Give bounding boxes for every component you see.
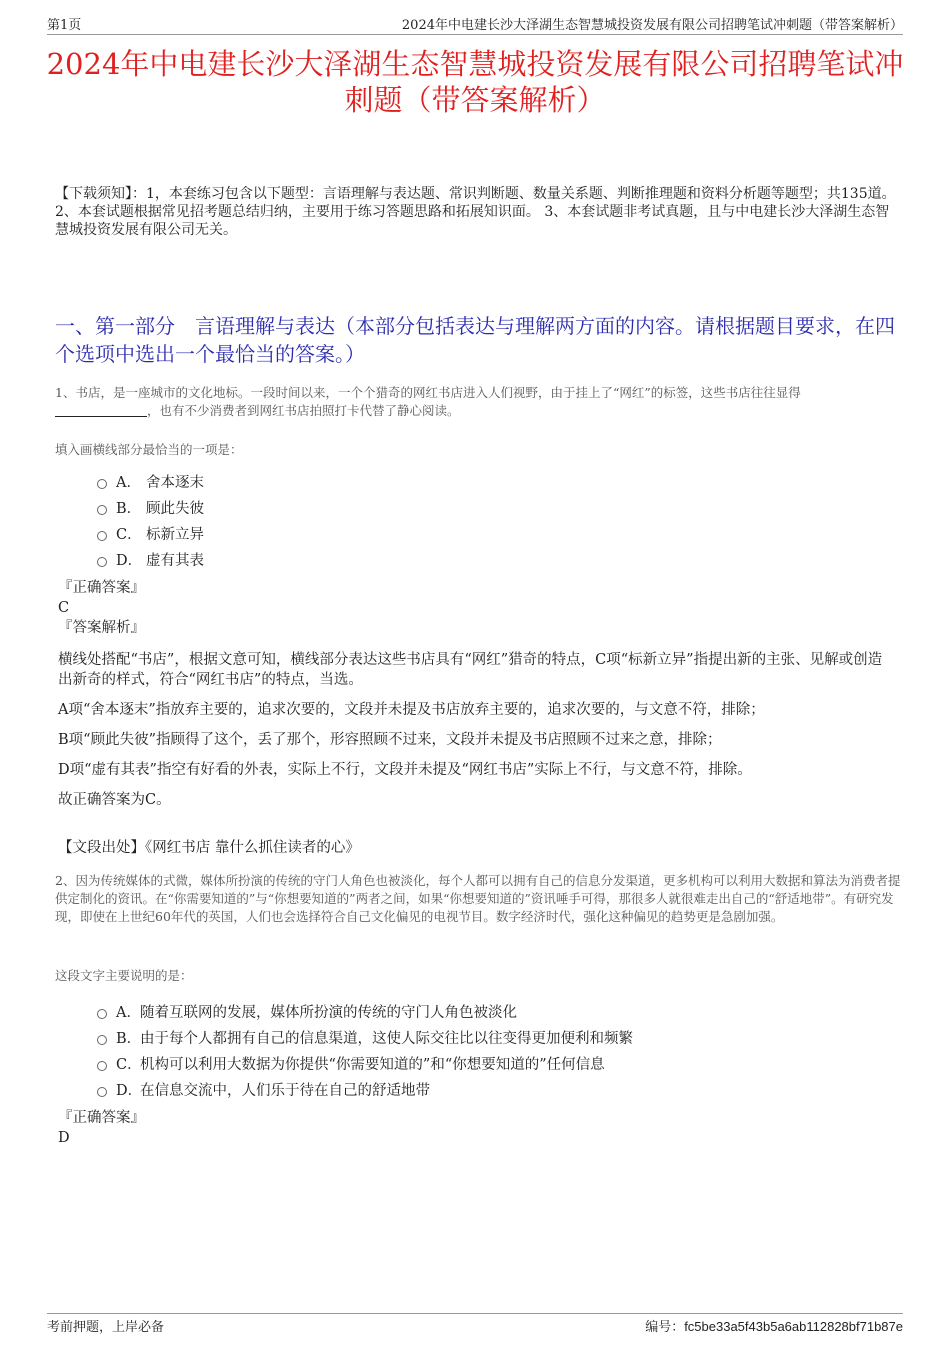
radio-icon[interactable] [97, 557, 107, 567]
radio-icon[interactable] [97, 1035, 107, 1045]
question-1-options [97, 468, 204, 572]
page-header [47, 14, 903, 35]
answer-value: C [58, 600, 70, 616]
question-1-text [55, 384, 905, 420]
question-1-answer-block [58, 578, 145, 638]
question-1-text-b: ，也有不少消费者到网红书店拍照打卡代替了静心阅读。 [147, 403, 460, 418]
analysis-paragraph: A项“舍本逐末”指放弃主要的，追求次要的，文段并未提及书店放弃主要的，追求次要的，与文意不符，排除； [58, 702, 765, 718]
option-text: 虚有其表 [146, 552, 204, 569]
radio-icon[interactable] [97, 1061, 107, 1071]
question-2-options [97, 998, 633, 1102]
radio-icon[interactable] [97, 531, 107, 541]
passage-source: 【文段出处】《网红书店 靠什么抓住读者的心》 [58, 840, 360, 856]
option-label: C． [116, 1056, 142, 1073]
option-label: D． [116, 552, 143, 569]
question-1-text-a: 1、书店，是一座城市的文化地标。一段时间以来，一个个猎奇的网红书店进入人们视野，由于挂上了“网红”的标签，这些书店往往显得 [55, 385, 801, 400]
footer-doc-id: 编号：fc5be33a5f43b5a6ab112828bf71b87e [645, 1319, 903, 1334]
question-1-prompt: 填入画横线部分最恰当的一项是： [55, 442, 243, 457]
document-title: 2024年中电建长沙大泽湖生态智慧城投资发展有限公司招聘笔试冲刺题（带答案解析） [46, 47, 904, 117]
option-text: 随着互联网的发展，媒体所扮演的传统的守门人角色被淡化 [140, 1004, 517, 1021]
option-b[interactable] [97, 494, 204, 520]
section-heading: 一、第一部分 言语理解与表达（本部分包括表达与理解两方面的内容。请根据题目要求，在四个选项中选出一个最恰当的答案。） [55, 314, 895, 366]
option-text: 标新立异 [146, 526, 204, 543]
analysis-paragraph: 横线处搭配“书店”，根据文意可知，横线部分表达这些书店具有“网红”猎奇的特点，C项“标新立异”指提出新的主张、见解或创造出新奇的样式，符合“网红书店”的特点，当选。 [58, 652, 883, 688]
header-doc-title: 2024年中电建长沙大泽湖生态智慧城投资发展有限公司招聘笔试冲刺题（带答案解析） [401, 18, 903, 33]
blank-line [55, 404, 147, 417]
option-text: 机构可以利用大数据为你提供“你需要知道的”和“你想要知道的”任何信息 [140, 1056, 605, 1073]
option-label: D． [116, 1082, 143, 1099]
analysis-paragraph: 故正确答案为C。 [58, 792, 171, 808]
footer-slogan: 考前押题，上岸必备 [47, 1320, 165, 1335]
option-text: 由于每个人都拥有自己的信息渠道，这使人际交往比以往变得更加便利和频繁 [140, 1030, 633, 1047]
option-text: 在信息交流中，人们乐于待在自己的舒适地带 [140, 1082, 430, 1099]
option-label: A． [116, 474, 141, 491]
option-label: C． [116, 526, 142, 543]
option-c[interactable] [97, 1050, 633, 1076]
question-2-answer-block [58, 1108, 145, 1148]
question-1-analysis [58, 650, 888, 820]
option-text: 顾此失彼 [146, 500, 204, 517]
analysis-paragraph: D项“虚有其表”指空有好看的外表，实际上不行，文段并未提及“网红书店”实际上不行，与文意不符，排除。 [58, 762, 752, 778]
question-2-text: 2、因为传统媒体的式微，媒体所扮演的传统的守门人角色也被淡化，每个人都可以拥有自己的信息分发渠道，更多机构可以利用大数据和算法为消费者提供定制化的资讯。在“你需要知道的”与“你想要知道的”两者之间，如果“你想要知道的”资讯唾手可得，那很多人就很难走出自己的“舒适地带”。有研究发现，即使在上世纪60年代的英国，人们也会选择符合自己文化偏见的电视节目。数字经济时代，强化这种偏见的趋势更是急剧加强。 [55, 873, 901, 924]
question-2-prompt: 这段文字主要说明的是： [55, 968, 193, 983]
radio-icon[interactable] [97, 1009, 107, 1019]
option-c[interactable] [97, 520, 204, 546]
answer-heading: 『正确答案』 [58, 580, 145, 596]
option-label: A． [116, 1004, 141, 1021]
analysis-heading: 『答案解析』 [58, 620, 145, 636]
option-b[interactable] [97, 1024, 633, 1050]
option-d[interactable] [97, 1076, 633, 1102]
radio-icon[interactable] [97, 1087, 107, 1097]
radio-icon[interactable] [97, 505, 107, 515]
answer-heading: 『正确答案』 [58, 1110, 145, 1126]
option-label: B． [116, 500, 142, 517]
download-notice: 【下载须知】：1，本套练习包含以下题型：言语理解与表达题、常识判断题、数量关系题、判断推理题和资料分析题等题型；共135道。 2、本套试题根据常见招考题总结归纳，主要用于练习答题思路和拓展知识面。 3、本套试题非考试真题，且与中电建长沙大泽湖生态智慧城投资发展有限公司无关。 [55, 186, 896, 238]
answer-value: D [58, 1130, 70, 1146]
analysis-paragraph: B项“顾此失彼”指顾得了这个，丢了那个，形容照顾不过来，文段并未提及书店照顾不过来之意，排除； [58, 732, 722, 748]
option-text: 舍本逐末 [146, 474, 204, 491]
option-d[interactable] [97, 546, 204, 572]
option-label: B． [116, 1030, 142, 1047]
page-footer [47, 1313, 903, 1336]
option-a[interactable] [97, 468, 204, 494]
radio-icon[interactable] [97, 479, 107, 489]
option-a[interactable] [97, 998, 633, 1024]
page-number: 第1页 [47, 18, 82, 33]
